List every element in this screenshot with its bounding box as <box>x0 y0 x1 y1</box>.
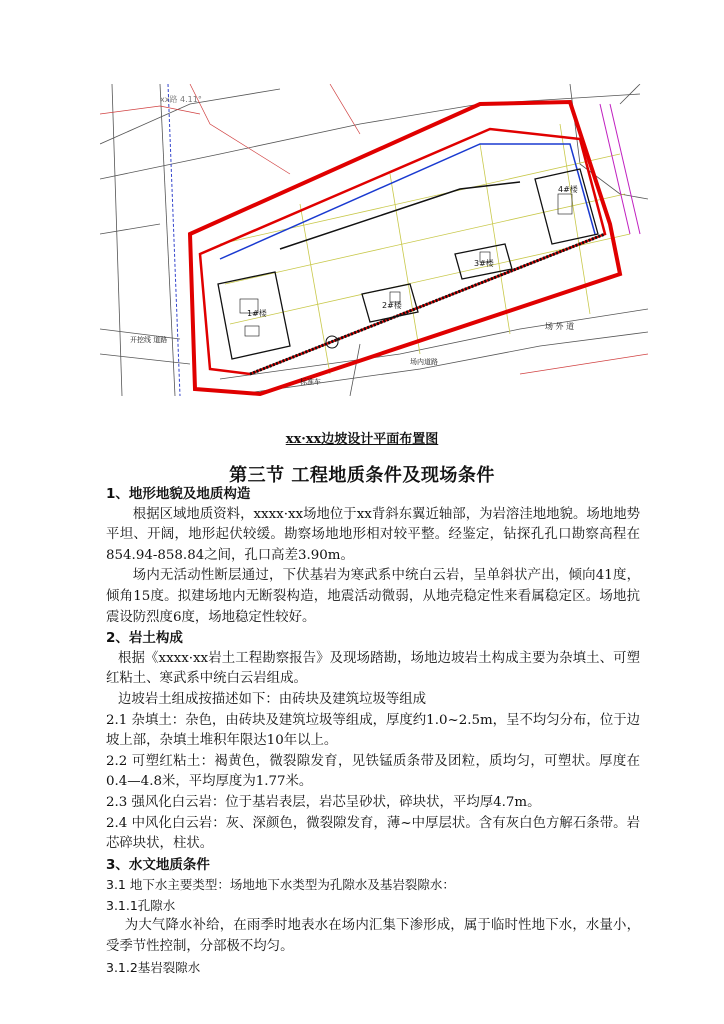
paragraph-3-4: 3.1.2基岩裂隙水 <box>106 959 201 975</box>
road-label-bottom-1: 标准车 <box>300 378 321 386</box>
building-label-3: 3#楼 <box>474 259 494 268</box>
paragraph-2-6: 2.4 中风化白云岩：灰、深颜色，微裂隙发育，薄~中厚层状。含有灰白色方解石条带。岩芯碎块状，柱状。 <box>106 815 640 852</box>
paragraph-2-3: 2.1 杂填土：杂色，由砖块及建筑垃圾等组成，厚度约1.0~2.5m，呈不均匀分布，位于边坡上部，杂填土堆积年限达10年以上。 <box>106 712 640 749</box>
paragraph-2-5: 2.3 强风化白云岩：位于基岩表层，岩芯呈砂状，碎块状，平均厚4.7m。 <box>106 794 541 810</box>
building-label-2: 2#楼 <box>382 301 402 310</box>
heading-3: 3、水文地质条件 <box>106 856 210 873</box>
building-label-4: 4#楼 <box>558 185 578 194</box>
paragraph-3-3: 为大气降水补给，在雨季时地表水在场内汇集下渗形成，属于临时性地下水，水量小，受季节性控制，分部极不均匀。 <box>106 918 640 955</box>
figure-caption: xx·xx边坡设计平面布置图 <box>285 432 439 447</box>
paragraph-1-1: 根据区域地质资料，xxxx·xx场地位于xx背斜东翼近轴部，为岩溶洼地地貌。场地地势平坦、开阔，地形起伏较缓。勘察场地地形相对较平整。经鉴定，钻探孔孔口勘察高程在854.94-858.84之间，孔口高差3.90m。 <box>106 506 640 563</box>
paragraph-2-2: 边坡岩土组成按描述如下：由砖块及建筑垃圾等组成 <box>118 691 427 707</box>
road-label-left: 开挖线 道路 <box>130 336 168 344</box>
document-body <box>106 484 640 978</box>
paragraph-3-2: 3.1.1孔隙水 <box>106 897 176 913</box>
paragraph-2-1: 根据《xxxx·xx岩土工程勘察报告》及现场踏勘，场地边坡岩土构成主要为杂填土、可塑红粘土、寒武系中统白云岩组成。 <box>106 650 640 687</box>
site-plan-drawing <box>100 84 648 396</box>
heading-1: 1、地形地貌及地质构造 <box>106 486 251 502</box>
paragraph-3-1: 3.1 地下水主要类型：场地地下水类型为孔隙水及基岩裂隙水： <box>106 877 455 893</box>
road-label-right: 场 外 道 <box>545 322 575 331</box>
heading-2: 2、岩土构成 <box>106 630 183 647</box>
paragraph-1-2: 场内无活动性断层通过，下伏基岩为寒武系中统白云岩，呈单斜状产出，倾向41度，倾角15度。拟建场地内无断裂构造，地震活动微弱，从地壳稳定性来看属稳定区。场地抗震设防烈度6度，场地稳定性较好。 <box>106 568 640 625</box>
section-title: 第三节 工程地质条件及现场条件 <box>229 465 495 486</box>
top-left-label: xx路 4.11° <box>160 95 202 104</box>
road-label-bottom-2: 场内道路 <box>410 358 438 366</box>
paragraph-2-4: 2.2 可塑红粘土：褐黄色，微裂隙发育，见铁锰质条带及团粒，质均匀，可塑状。厚度在0.4—4.8米，平均厚度为1.77米。 <box>106 753 640 790</box>
building-label-1: 1#楼 <box>247 309 267 318</box>
